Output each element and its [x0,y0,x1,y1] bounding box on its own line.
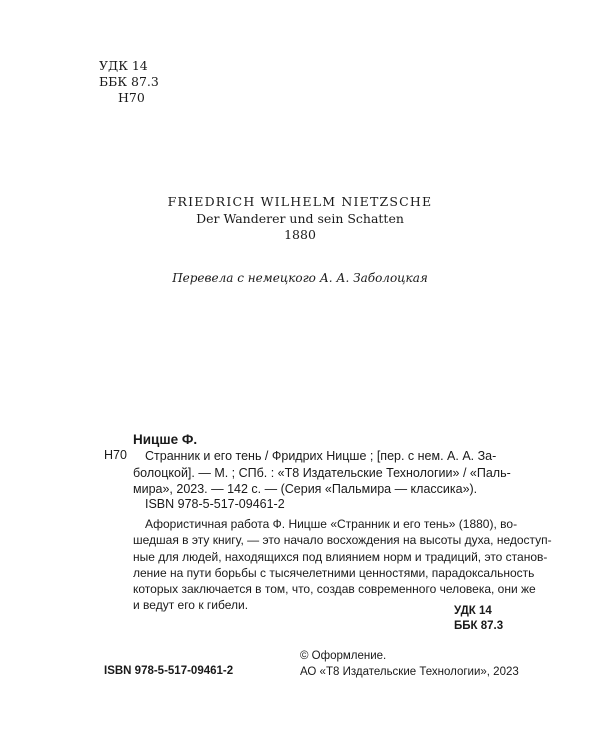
bbk-code-bottom: ББК 87.3 [454,620,504,632]
classification-top [99,58,159,106]
annotation-line: шедшая в эту книгу, — это начало восхождения на высоты духа, недоступ- [133,533,552,548]
author-mark: Н70 [118,90,145,105]
udk-code-bottom: УДК 14 [454,605,492,617]
annotation-line: которых заключается в том, что, создав современного человека, они же [133,582,536,597]
author-original-name: FRIEDRICH WILHELM NIETZSCHE [167,194,433,209]
catalog-author-heading: Ницше Ф. [133,432,198,447]
isbn-bottom: ISBN 978-5-517-09461-2 [104,665,234,677]
annotation-line: и ведут его к гибели. [133,598,249,613]
catalog-description-line: мира», 2023. — 142 с. — (Серия «Пальмира — классика»). [133,482,478,496]
original-year: 1880 [284,227,316,242]
udk-code: УДК 14 [99,58,148,73]
classification-bottom [454,604,503,634]
catalog-author-mark: Н70 [104,448,127,462]
catalog-description-line: болоцкой]. — М. ; СПб. : «Т8 Издательские Технологии» / «Паль- [133,465,511,480]
bbk-code: ББК 87.3 [99,74,159,89]
title-block [0,194,600,244]
annotation-line: ление на пути борьбы с тысячелетними ценностями, парадоксальность [133,565,535,580]
catalog-description [133,448,513,498]
original-title: Der Wanderer und sein Schatten [196,210,404,226]
annotation-line: Афористичная работа Ф. Ницше «Странник и его тень» (1880), во- [145,517,518,531]
annotation [133,516,552,614]
copyright-publisher: АО «Т8 Издательские Технологии», 2023 [300,665,519,678]
catalog-isbn: ISBN 978-5-517-09461-2 [145,497,285,511]
annotation-line: ные для людей, находящихся под влиянием норм и традиций, это станов- [133,549,548,564]
copyright-block [300,649,519,680]
copyright-design: © Оформление. [300,650,387,662]
catalog-description-line: Странник и его тень / Фридрих Ницше ; [пер. с нем. А. А. За- [145,449,497,463]
translator-credit: Перевела с немецкого А. А. Заболоцкая [172,271,428,285]
